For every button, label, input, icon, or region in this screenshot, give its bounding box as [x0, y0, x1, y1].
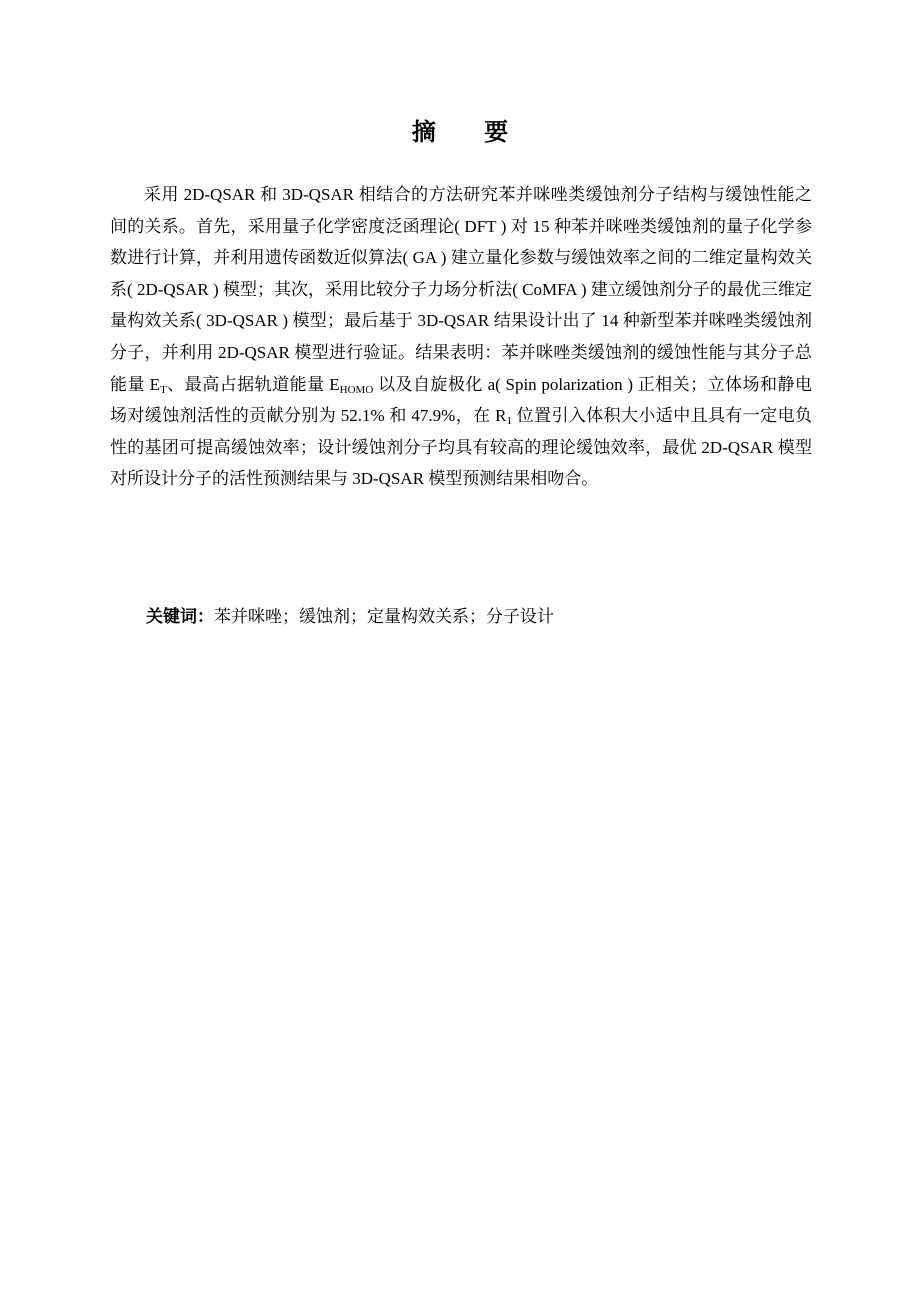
abstract-title: 摘 要	[411, 118, 529, 146]
abstract-text-part-1: 采用 2D-QSAR 和 3D-QSAR 相结合的方法研究苯并咪唑类缓蚀剂分子结构与缓蚀性能之间的关系。首先，采用量子化学密度泛函理论( DFT ) 对 15 种苯并咪唑类缓蚀剂的量子化学参数进行计算，并利用遗传函数近似算法( GA ) 建立量化参数与缓蚀效率之间的二维定量构效关系( 2D-QSAR ) 模型；其次，采用比较分子力场分析法( CoMFA ) 建立缓蚀剂分子的最优三维定量构效关系( 3D-QSAR ) 模型；最后基于 3D-QSAR 结果设计出了 14 种新型苯并咪唑类缓蚀剂分子，并利用 2D-QSAR 模型进行验证。结果表明：苯并咪唑类缓蚀剂的缓蚀性能与其分子总能量 E	[110, 185, 812, 394]
abstract-paragraph	[110, 179, 812, 495]
abstract-text-part-4: 位置引入体积大小适中且具有一定电负性的基团可提高缓蚀效率；设计缓蚀剂分子均具有较高的理论缓蚀效率，最优 2D-QSAR 模型对所设计分子的活性预测结果与 3D-QSAR 模型预测结果相吻合。	[110, 406, 812, 489]
subscript-homo: HOMO	[339, 383, 374, 396]
keywords-line	[146, 603, 826, 631]
abstract-text-part-3: 以及自旋极化 a( Spin polarization ) 正相关；立体场和静电场对缓蚀剂活性的贡献分别为 52.1% 和 47.9%，在 R	[110, 374, 812, 426]
keywords-value: 苯并咪唑；缓蚀剂；定量构效关系；分子设计	[214, 607, 554, 626]
subscript-r1: 1	[506, 415, 512, 428]
subscript-t: T	[160, 383, 167, 396]
abstract-text-part-2: 、最高占据轨道能量 E	[166, 374, 340, 394]
keywords-label: 关键词：	[146, 607, 214, 627]
